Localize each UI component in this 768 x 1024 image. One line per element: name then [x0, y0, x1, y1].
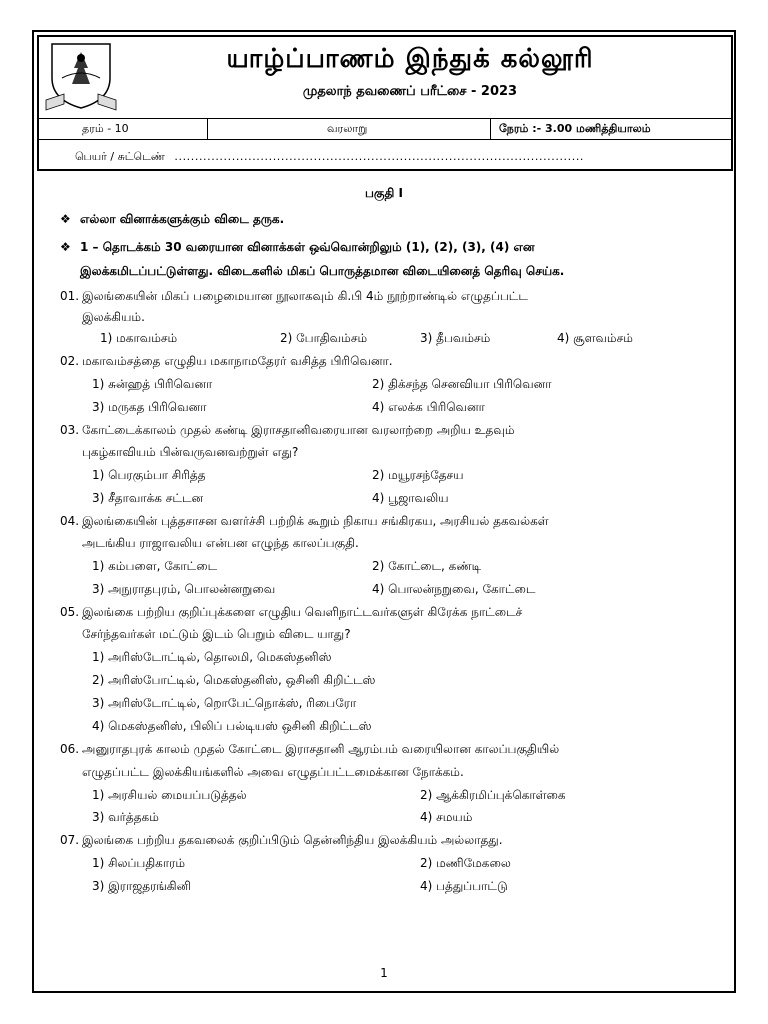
- option: 2) கோட்டை, கண்டி: [372, 559, 482, 573]
- option: 4) சூளவம்சம்: [557, 331, 633, 345]
- question-text: அடங்கிய ராஜாவலிய என்பன எழுந்த காலப்பகுதி.: [82, 536, 359, 550]
- option: 2) மணிமேகலை: [420, 856, 511, 870]
- option: 3) அநுராதபுரம், பொலன்னறுவை: [92, 582, 276, 596]
- instruction-2-line-1: 1 – தொடக்கம் 30 வரையான வினாக்கள் ஒவ்வொன்றிலும் (1), (2), (3), (4) என: [80, 240, 535, 254]
- option: 3) மருகத பிரிவெனா: [92, 400, 207, 414]
- instruction-1: எல்லா வினாக்களுக்கும் விடை தருக.: [80, 212, 285, 226]
- college-logo-icon: [44, 38, 118, 112]
- option: 3) சீதாவாக்க சட்டன: [92, 491, 204, 505]
- option: 3) தீபவம்சம்: [420, 331, 491, 345]
- option: 1) அரிஸ்டோட்டில், தொலமி, மெகஸ்தனிஸ்: [92, 650, 332, 664]
- grade: தரம் - 10: [82, 122, 129, 135]
- question-number: 02.: [60, 354, 80, 368]
- option: 2) மயூரசந்தேசய: [372, 468, 464, 482]
- instruction-2-line-2: இலக்கமிடப்பட்டுள்ளது. விடைகளில் மிகப் பொருத்தமான விடையினைத் தெரிவு செய்க.: [80, 264, 565, 278]
- name-row: [75, 150, 584, 165]
- bullet-icon: ❖: [60, 212, 71, 226]
- question-text: எழுதப்பட்ட இலக்கியங்களில் அவை எழுதப்பட்டமைக்கான நோக்கம்.: [82, 765, 464, 779]
- question-text: இலங்கை பற்றிய குறிப்புக்களை எழுதிய வெளிநாட்டவர்களுள் கிரேக்க நாட்டைச்: [82, 605, 523, 619]
- option: 4) சமயம்: [420, 810, 473, 824]
- question-text: இலங்கை பற்றிய தகவலைக் குறிப்பிடும் தென்னிந்திய இலக்கியம் அல்லாதது.: [82, 833, 503, 847]
- question-number: 07.: [60, 833, 80, 847]
- option: 3) அரிஸ்டோட்டில், றொபேட்நொக்ஸ், ரிபைரோ: [92, 696, 357, 710]
- option: 2) அரிஸ்போட்டில், மெகஸ்தனிஸ், ஒசினி கிறிட்டஸ்: [92, 673, 376, 687]
- option: 4) பொலன்நறுவை, கோட்டை: [372, 582, 536, 596]
- subject: வரலாறு: [327, 122, 368, 135]
- question-text: மகாவம்சத்தை எழுதிய மகாநாமதேரர் வசித்த பிரிவெனா.: [82, 354, 393, 368]
- question-text: இலக்கியம்.: [82, 310, 145, 324]
- question-text: இலங்கையின் புத்தசாசன வளர்ச்சி பற்றிக் கூறும் நிகாய சங்கிரகய, அரசியல் தகவல்கள்: [82, 514, 549, 528]
- option: 1) சிலப்பதிகாரம்: [92, 856, 185, 870]
- option: 1) அரசியல் மையப்படுத்தல்: [92, 788, 247, 802]
- name-dots: ....................................................................................................: [174, 150, 585, 163]
- page-number: 1: [380, 966, 388, 980]
- option: 2) ஆக்கிரமிப்புக்கொள்கை: [420, 788, 566, 802]
- option: 4) எலக்க பிரிவெனா: [372, 400, 485, 414]
- school-name: யாழ்ப்பாணம் இந்துக் கல்லூரி: [226, 44, 594, 74]
- question-number: 01.: [60, 289, 80, 303]
- option: 1) மகாவம்சம்: [100, 331, 178, 345]
- option: 4) பத்துப்பாட்டு: [420, 879, 508, 893]
- question-number: 03.: [60, 423, 80, 437]
- option: 4) பூஜாவலிய: [372, 491, 449, 505]
- option: 2) திக்சந்த செனவியா பிரிவெனா: [372, 377, 552, 391]
- option: 3) இராஜதரங்கினி: [92, 879, 191, 893]
- section-title: பகுதி I: [365, 186, 403, 200]
- question-number: 04.: [60, 514, 80, 528]
- question-number: 06.: [60, 742, 80, 756]
- divider: [207, 119, 208, 139]
- question-text: சேர்ந்தவர்கள் மட்டும் இடம் பெறும் விடை யாது?: [82, 627, 351, 641]
- divider: [490, 119, 491, 139]
- question-text: புகழ்காவியம் பின்வருவனவற்றுள் எது?: [82, 445, 299, 459]
- exam-title: முதலாந் தவணைப் பரீட்சை - 2023: [302, 84, 518, 99]
- option: 1) சுன்ஹத் பிரிவெனா: [92, 377, 213, 391]
- option: 1) கம்பளை, கோட்டை: [92, 559, 218, 573]
- bullet-icon: ❖: [60, 240, 71, 254]
- option: 4) மெகஸ்தனிஸ், பிலிப் பல்டியஸ் ஒசினி கிறிட்டஸ்: [92, 719, 372, 733]
- info-row: [37, 118, 733, 140]
- option: 3) வர்த்தகம்: [92, 810, 159, 824]
- option: 1) பெரகும்பா சிரித்த: [92, 468, 206, 482]
- time: நேரம் :- 3.00 மணித்தியாலம்: [499, 122, 651, 135]
- question-text: இலங்கையின் மிகப் பழைமையான நூலாகவும் கி.பி 4ம் நூற்றாண்டில் எழுதப்பட்ட: [82, 289, 528, 303]
- question-number: 05.: [60, 605, 80, 619]
- question-text: கோட்டைக்காலம் முதல் கண்டி இராசதானிவரையான வரலாற்றை அறிய உதவும்: [82, 423, 515, 437]
- name-label: பெயர் / சுட்டெண்: [75, 150, 165, 163]
- option: 2) போதிவம்சம்: [280, 331, 368, 345]
- question-text: அனுராதபுரக் காலம் முதல் கோட்டை இராசதானி ஆரம்பம் வரையிலான காலப்பகுதியில்: [82, 742, 560, 756]
